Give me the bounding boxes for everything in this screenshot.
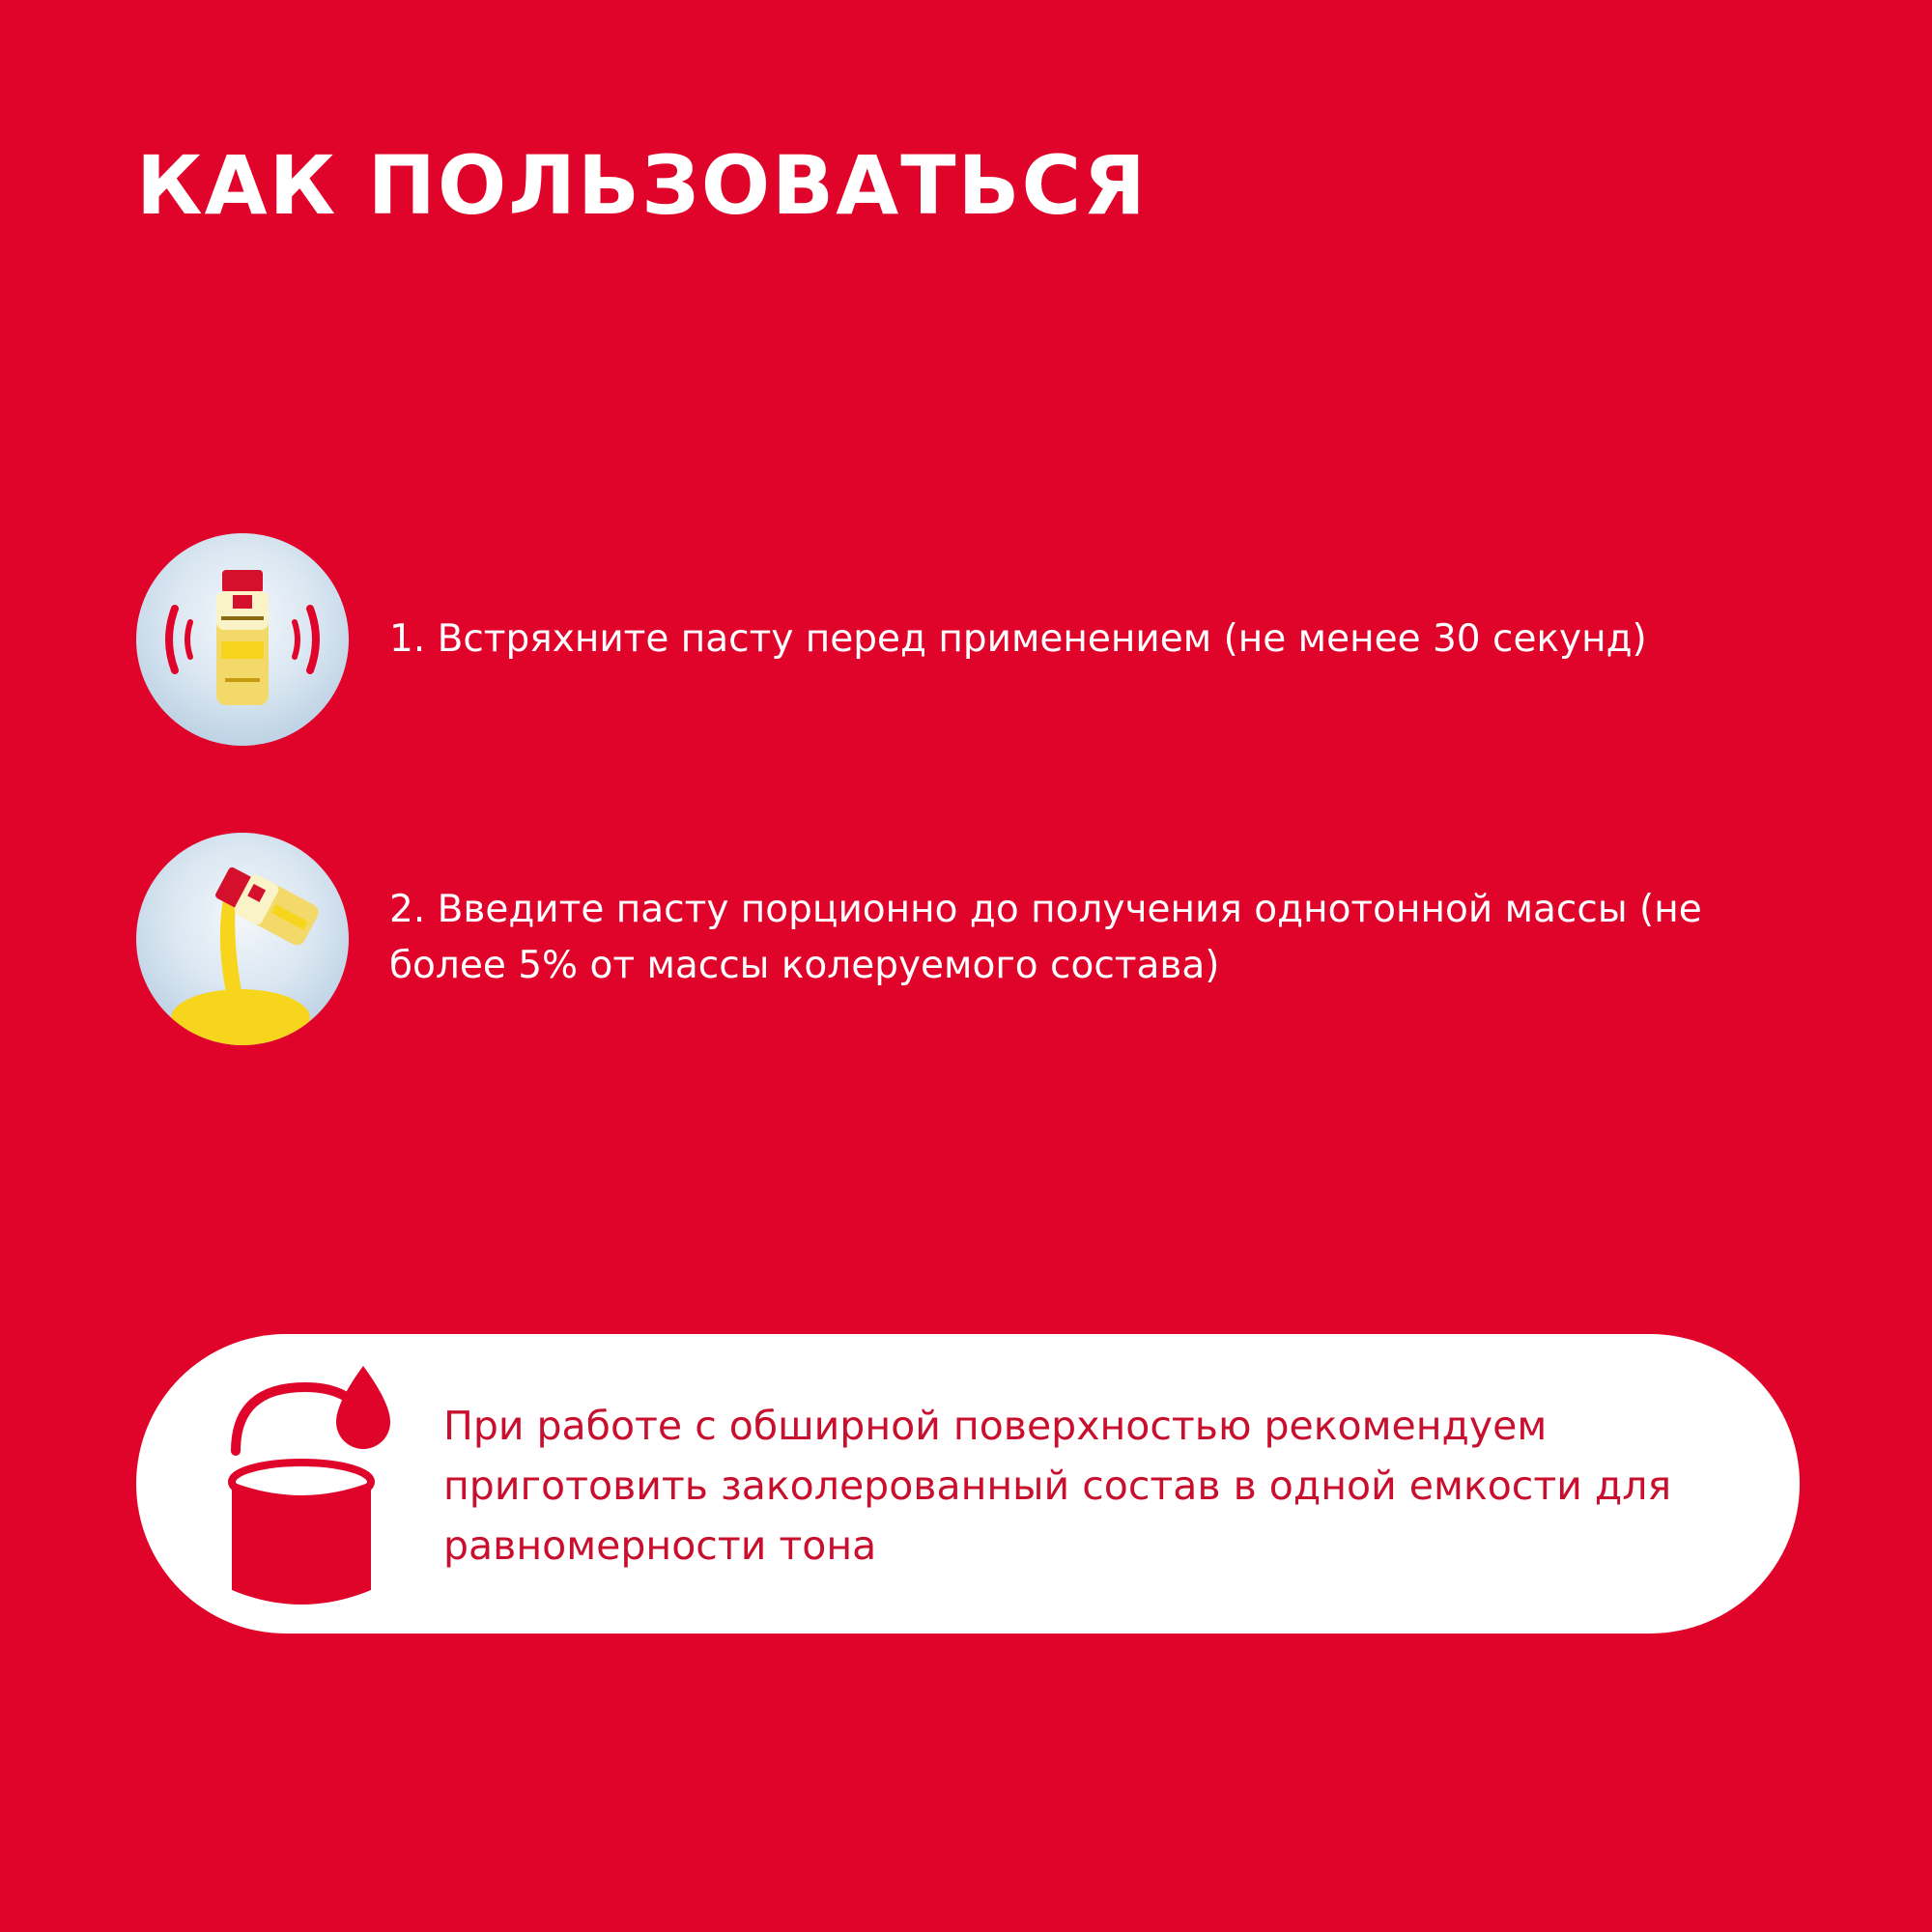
page-title: КАК ПОЛЬЗОВАТЬСЯ xyxy=(136,138,1148,233)
step-1-text: 1. Встряхните пасту перед применением (не менее 30 секунд) xyxy=(389,617,1647,661)
tip-text: При работе с обширной поверхностью рекомендуем приготовить заколерованный состав в одной емкости для равномерности тона xyxy=(443,1403,1672,1569)
pour-bottle-icon xyxy=(136,833,349,1045)
step-2-text: 2. Введите пасту порционно до получения однотонной массы (не более 5% от массы колеруемого состава) xyxy=(389,888,1702,987)
shake-bottle-icon xyxy=(136,533,349,746)
paint-bucket-drop-icon xyxy=(209,1358,402,1609)
tip-card xyxy=(136,1334,1800,1634)
